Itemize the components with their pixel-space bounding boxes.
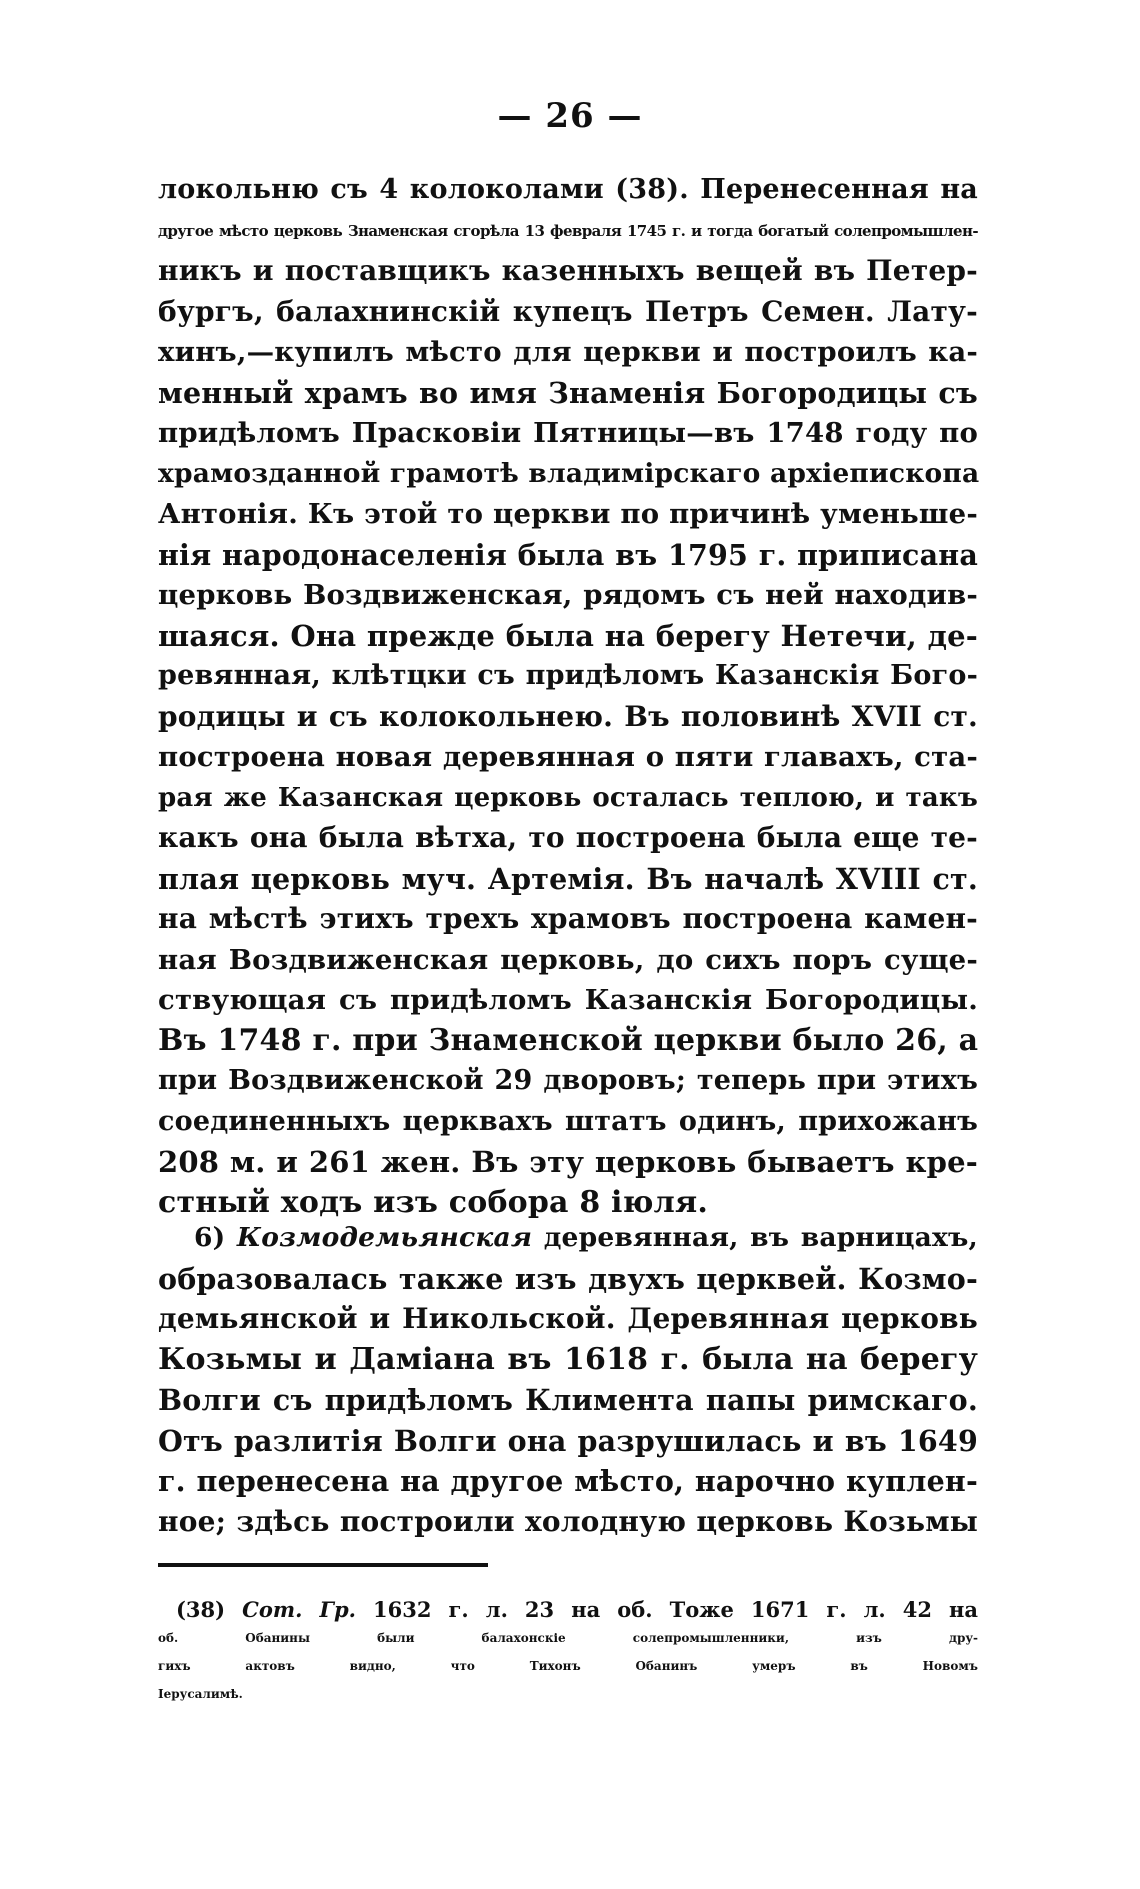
text-line: бургъ, балахнинскій купецъ Петръ Семен. Лату- — [158, 294, 978, 328]
text-line: придѣломъ Прасковіи Пятницы—въ 1748 году по — [158, 417, 978, 449]
paragraph-1 — [158, 170, 978, 1223]
section-title: Козмодемьянская — [236, 1222, 533, 1253]
text-line: демьянской и Никольской. Деревянная церковь — [158, 1302, 978, 1335]
text-line: ревянная, клѣтцки съ придѣломъ Казанскія Бого- — [158, 660, 978, 691]
text-line: образовалась также изъ двухъ церквей. Козмо- — [158, 1261, 978, 1296]
text-line: Козьмы и Даміана въ 1618 г. была на берегу — [158, 1341, 978, 1377]
footnote-line: об. Обанины были балахонскіе солепромышленники, изъ дру- — [158, 1631, 978, 1645]
text-line — [158, 1218, 978, 1259]
footnote — [158, 1596, 979, 1708]
text-line: 208 м. и 261 жен. Въ эту церковь бываетъ кре- — [158, 1145, 978, 1179]
text-line: Отъ разлитія Волги она разрушилась и въ 1649 — [158, 1423, 978, 1458]
text-line: построена новая деревянная о пяти главахъ, ста- — [158, 741, 978, 773]
text-line: шаяся. Она прежде была на берегу Нетечи, де- — [158, 618, 978, 653]
text-line: храмозданной грамотѣ владимірскаго архіепископа — [158, 457, 980, 489]
text-line: г. перенесена на другое мѣсто, нарочно куплен- — [158, 1464, 978, 1498]
text-line: другое мѣсто церковь Знаменская сгорѣла 13 февраля 1745 г. и тогда богатый солепромышлен- — [158, 221, 978, 240]
footnote-text: 1632 г. л. 23 на об. Тоже 1671 г. л. 42 на — [373, 1597, 979, 1622]
text-line: локольню съ 4 колоколами (38). Перенесенная на — [158, 174, 978, 205]
text-line: Въ 1748 г. при Знаменской церкви было 26, а — [158, 1022, 979, 1058]
text-line: менный храмъ во имя Знаменія Богородицы съ — [158, 375, 978, 410]
text-line: ное; здѣсь построили холодную церковь Козьмы — [158, 1504, 978, 1538]
text-line: при Воздвиженской 29 дворовъ; теперь при этихъ — [158, 1065, 978, 1096]
text-line: хинъ,—купилъ мѣсто для церкви и построилъ ка- — [158, 336, 978, 368]
page-number: — 26 — — [497, 96, 643, 136]
text-line: Волги съ придѣломъ Климента папы римскаго. — [158, 1383, 978, 1417]
text-line: рая же Казанская церковь осталась теплою, и такъ — [158, 782, 978, 813]
text-line: какъ она была вѣтха, то построена была еще те- — [158, 821, 978, 854]
text-line: ствующая съ придѣломъ Казанскія Богородицы. — [158, 984, 978, 1016]
text-line: плая церковь муч. Артемія. Въ началѣ XVIII ст. — [158, 861, 978, 896]
footnote-divider — [158, 1563, 488, 1567]
paragraph-2 — [158, 1218, 978, 1542]
footnote-marker: (38) — [176, 1597, 226, 1622]
text-line: стный ходъ изъ собора 8 іюля. — [158, 1184, 708, 1220]
text-fragment: деревянная, въ варницахъ, — [543, 1222, 978, 1253]
text-line: родицы и съ колокольнею. Въ половинѣ XVII ст. — [158, 699, 978, 733]
footnote-line — [176, 1596, 978, 1624]
footnote-line: Іерусалимѣ. — [158, 1687, 243, 1701]
text-line: соединенныхъ церквахъ штатъ одинъ, прихожанъ — [158, 1105, 978, 1137]
footnote-source: Сот. Гр. — [242, 1597, 356, 1622]
text-line: на мѣстѣ этихъ трехъ храмовъ построена камен- — [158, 902, 978, 935]
text-line: ная Воздвиженская церковь, до сихъ поръ суще- — [158, 943, 978, 976]
text-line: церковь Воздвиженская, рядомъ съ ней находив- — [158, 579, 978, 611]
list-number: 6) — [194, 1222, 226, 1253]
footnote-line: гихъ актовъ видно, что Тихонъ Обанинъ умеръ въ Новомъ — [158, 1659, 978, 1673]
text-line: никъ и поставщикъ казенныхъ вещей въ Петер- — [158, 254, 978, 287]
text-line: нія народонаселенія была въ 1795 г. приписана — [158, 537, 978, 572]
text-line: Антонія. Къ этой то церкви по причинѣ уменьше- — [158, 498, 978, 530]
